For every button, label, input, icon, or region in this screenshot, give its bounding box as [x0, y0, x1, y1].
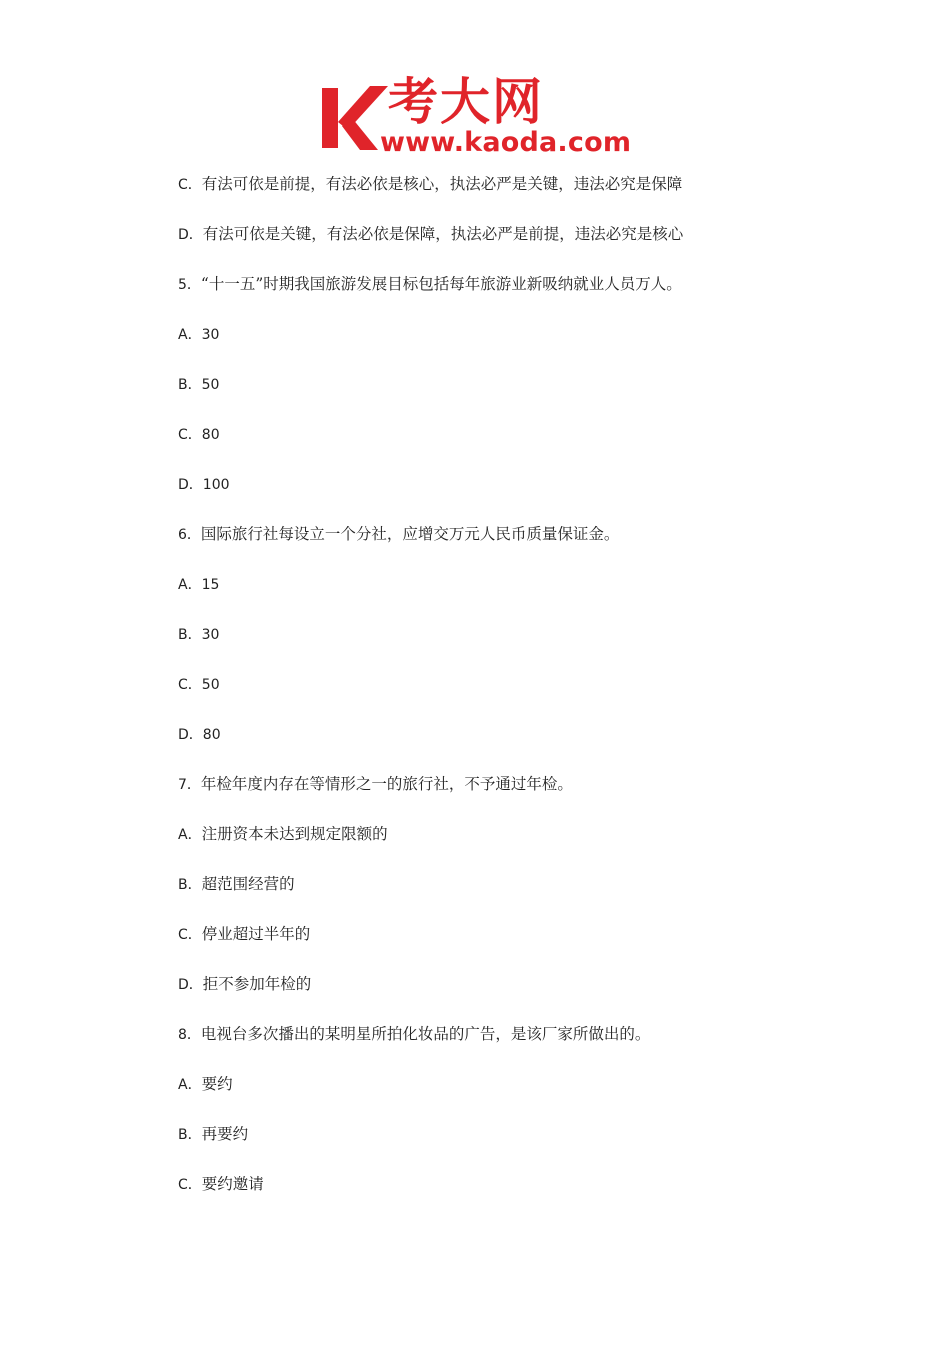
question-line [178, 972, 878, 1022]
question-line [178, 822, 878, 872]
question-line [178, 772, 878, 822]
line-text: 停业超过半年的 [201, 925, 311, 943]
question-line [178, 472, 878, 522]
line-text: 要约邀请 [201, 1175, 264, 1193]
line-label: B． [178, 877, 202, 893]
line-label: B． [178, 1127, 202, 1143]
line-label: A． [178, 577, 202, 593]
line-text: 国际旅行社每设立一个分社，应增交万元人民币质量保证金。 [200, 525, 620, 543]
question-line [178, 1072, 878, 1122]
line-label: C． [178, 677, 202, 693]
question-line [178, 272, 878, 322]
line-text: 50 [201, 377, 220, 393]
logo-chinese-text: 考大网 [388, 73, 544, 131]
line-label: C． [178, 427, 202, 443]
line-text: 再要约 [201, 1125, 249, 1143]
line-text: 超范围经营的 [201, 875, 295, 893]
question-line [178, 322, 878, 372]
question-line [178, 522, 878, 572]
question-line [178, 622, 878, 672]
line-text: 电视台多次播出的某明星所拍化妆品的广告，是该厂家所做出的。 [200, 1025, 651, 1043]
line-text: 100 [202, 477, 230, 493]
line-label: A． [178, 827, 202, 843]
line-label: D． [178, 977, 203, 993]
line-label: B． [178, 627, 202, 643]
line-text: 有法可依是关键，有法必依是保障，执法必严是前提，违法必究是核心 [202, 225, 684, 243]
line-text: 有法可依是前提，有法必依是核心，执法必严是关键，违法必究是保障 [201, 175, 683, 193]
logo-url-text: www.kaoda.com [380, 127, 632, 158]
line-label: A． [178, 327, 202, 343]
line-text: 50 [201, 677, 220, 693]
line-text: 30 [201, 327, 220, 343]
question-line [178, 1172, 878, 1222]
line-label: D． [178, 477, 203, 493]
question-line [178, 372, 878, 422]
question-line [178, 1122, 878, 1172]
question-line [178, 672, 878, 722]
question-line [178, 422, 878, 472]
line-label: 8． [178, 1027, 201, 1043]
line-label: C． [178, 177, 202, 193]
line-label: 5． [178, 277, 201, 293]
line-text: 30 [201, 627, 220, 643]
question-line [178, 1022, 878, 1072]
kaoda-logo [318, 73, 640, 160]
line-text: 拒不参加年检的 [202, 975, 312, 993]
line-text: 年检年度内存在等情形之一的旅行社，不予通过年检。 [200, 775, 573, 793]
line-label: D． [178, 227, 203, 243]
question-list [178, 172, 878, 1222]
line-label: 6． [178, 527, 201, 543]
line-text: 80 [202, 727, 221, 743]
line-label: A． [178, 1077, 202, 1093]
question-line [178, 872, 878, 922]
line-text: 注册资本未达到规定限额的 [201, 825, 388, 843]
line-text: “十一五”时期我国旅游发展目标包括每年旅游业新吸纳就业人员万人。 [200, 275, 682, 293]
line-text: 80 [201, 427, 220, 443]
line-text: 要约 [201, 1075, 233, 1093]
line-label: 7． [178, 777, 201, 793]
question-line [178, 572, 878, 622]
line-label: B． [178, 377, 202, 393]
question-line [178, 722, 878, 772]
line-text: 15 [201, 577, 220, 593]
line-label: D． [178, 727, 203, 743]
line-label: C． [178, 1177, 202, 1193]
question-line [178, 222, 878, 272]
line-label: C． [178, 927, 202, 943]
question-line [178, 172, 878, 222]
question-line [178, 922, 878, 972]
